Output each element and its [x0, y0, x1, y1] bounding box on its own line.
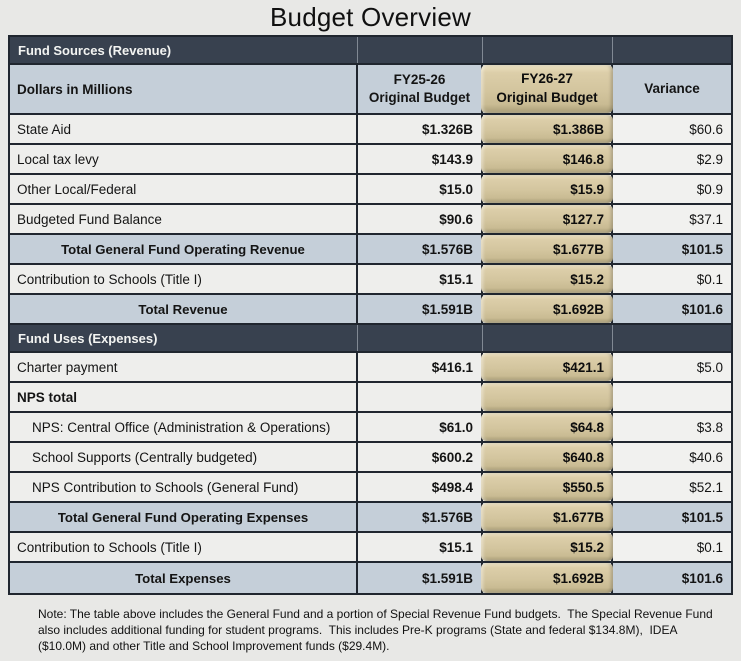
fy25-26-value: $143.9 — [358, 145, 483, 173]
row-label: Total Revenue — [10, 295, 358, 323]
table-row — [10, 65, 731, 115]
variance-value: $52.1 — [613, 473, 731, 501]
row-label: Local tax levy — [10, 145, 358, 173]
row-label: Dollars in Millions — [10, 65, 358, 113]
fy26-27-value: $550.5 — [481, 473, 613, 501]
row-label: Total General Fund Operating Revenue — [10, 235, 358, 263]
fy25-26-value: $61.0 — [358, 413, 483, 441]
variance-value: $101.6 — [613, 563, 731, 593]
table-row — [10, 265, 731, 295]
fy25-26-value: $15.0 — [358, 175, 483, 203]
table-row — [10, 295, 731, 325]
variance-value: $0.9 — [613, 175, 731, 203]
table-row — [10, 235, 731, 265]
variance-value — [613, 37, 731, 63]
fy26-27-value: $640.8 — [481, 443, 613, 471]
fy26-27-value: $15.2 — [481, 265, 613, 293]
row-label: Charter payment — [10, 353, 358, 381]
variance-value: $5.0 — [613, 353, 731, 381]
fy25-26-value: $15.1 — [358, 265, 483, 293]
variance-value: $2.9 — [613, 145, 731, 173]
variance-value: $60.6 — [613, 115, 731, 143]
variance-value: $0.1 — [613, 533, 731, 561]
section-header-row — [10, 37, 731, 65]
variance-value: $37.1 — [613, 205, 731, 233]
fy26-27-cell — [483, 503, 613, 531]
table-row — [10, 413, 731, 443]
table-row — [10, 503, 731, 533]
fy26-27-value: $1.677B — [481, 503, 613, 531]
row-label: NPS Contribution to Schools (General Fund) — [10, 473, 358, 501]
fy26-27-cell — [483, 175, 613, 203]
row-label: Fund Uses (Expenses) — [10, 325, 358, 351]
fy25-26-value — [358, 37, 483, 63]
fy26-27-cell — [483, 563, 613, 593]
fy25-26-value: $1.576B — [358, 503, 483, 531]
variance-value — [613, 383, 731, 411]
row-label: Total Expenses — [10, 563, 358, 593]
fy25-26-value: $1.591B — [358, 295, 483, 323]
budget-table — [8, 35, 733, 595]
variance-value: Variance — [613, 65, 731, 113]
fy25-26-value: $15.1 — [358, 533, 483, 561]
fy26-27-cell — [483, 295, 613, 323]
fy26-27-cell — [483, 443, 613, 471]
row-label: Contribution to Schools (Title I) — [10, 265, 358, 293]
table-row — [10, 443, 731, 473]
fy26-27-cell — [483, 145, 613, 173]
fy26-27-value: FY26-27 Original Budget — [481, 65, 613, 113]
fy26-27-cell — [483, 37, 613, 63]
row-label: Contribution to Schools (Title I) — [10, 533, 358, 561]
fy26-27-value: $15.9 — [481, 175, 613, 203]
table-row — [10, 145, 731, 175]
fy25-26-value: $1.576B — [358, 235, 483, 263]
footnote: Note: The table above includes the General Fund and a portion of Special Revenue Fund budgets. The Special Revenue Fund also includes additional funding for student programs. This includes Pre-K programs (State and federal $134.8M), IDEA ($10.0M) and other Title and School Improvement funds ($29.4M). — [38, 607, 717, 654]
row-label: Total General Fund Operating Expenses — [10, 503, 358, 531]
page-title: Budget Overview — [270, 2, 471, 32]
row-label: Fund Sources (Revenue) — [10, 37, 358, 63]
fy26-27-value: $1.692B — [481, 295, 613, 323]
fy26-27-cell — [483, 353, 613, 381]
row-label: Budgeted Fund Balance — [10, 205, 358, 233]
fy26-27-value: $146.8 — [481, 145, 613, 173]
fy25-26-value — [358, 325, 483, 351]
fy26-27-cell — [483, 325, 613, 351]
fy25-26-value: $416.1 — [358, 353, 483, 381]
variance-value: $101.6 — [613, 295, 731, 323]
table-row — [10, 353, 731, 383]
fy26-27-value: $1.692B — [481, 563, 613, 593]
fy26-27-cell — [483, 205, 613, 233]
fy26-27-value: $15.2 — [481, 533, 613, 561]
fy26-27-value: $1.677B — [481, 235, 613, 263]
fy26-27-cell — [483, 473, 613, 501]
table-row — [10, 175, 731, 205]
fy26-27-value: $421.1 — [481, 353, 613, 381]
variance-value — [613, 325, 731, 351]
row-label: NPS: Central Office (Administration & Operations) — [10, 413, 358, 441]
fy26-27-cell — [483, 413, 613, 441]
fy26-27-value: $127.7 — [481, 205, 613, 233]
fy26-27-cell — [483, 265, 613, 293]
table-row — [10, 115, 731, 145]
fy25-26-value: $498.4 — [358, 473, 483, 501]
fy26-27-value — [481, 383, 613, 411]
row-label: State Aid — [10, 115, 358, 143]
row-label: School Supports (Centrally budgeted) — [10, 443, 358, 471]
table-row — [10, 563, 731, 593]
variance-value: $101.5 — [613, 503, 731, 531]
fy25-26-value — [358, 383, 483, 411]
fy26-27-cell — [483, 533, 613, 561]
row-label: NPS total — [10, 383, 358, 411]
section-header-row — [10, 325, 731, 353]
variance-value: $0.1 — [613, 265, 731, 293]
row-label: Other Local/Federal — [10, 175, 358, 203]
fy25-26-value: $90.6 — [358, 205, 483, 233]
fy25-26-value: $1.591B — [358, 563, 483, 593]
fy26-27-value: $1.386B — [481, 115, 613, 143]
table-row — [10, 205, 731, 235]
fy25-26-value: $600.2 — [358, 443, 483, 471]
fy26-27-cell — [483, 65, 613, 113]
variance-value: $40.6 — [613, 443, 731, 471]
table-row — [10, 473, 731, 503]
variance-value: $3.8 — [613, 413, 731, 441]
variance-value: $101.5 — [613, 235, 731, 263]
table-row — [10, 383, 731, 413]
fy25-26-value: FY25-26 Original Budget — [358, 65, 483, 113]
fy25-26-value: $1.326B — [358, 115, 483, 143]
table-row — [10, 533, 731, 563]
fy26-27-cell — [483, 235, 613, 263]
fy26-27-cell — [483, 383, 613, 411]
fy26-27-cell — [483, 115, 613, 143]
fy26-27-value: $64.8 — [481, 413, 613, 441]
